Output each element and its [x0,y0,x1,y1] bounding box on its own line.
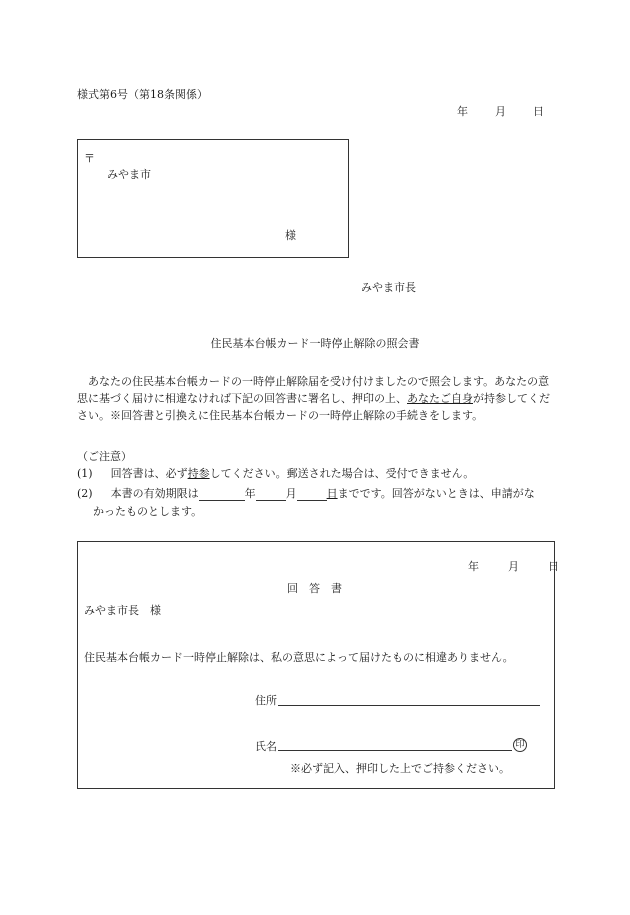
reply-date-month: 月 [508,560,519,573]
name-field[interactable] [278,750,512,751]
reply-title: 回 答 書 [287,582,342,595]
body-paragraph [77,373,553,424]
note-1-emphasis: 持参 [187,467,210,480]
note-2-continuation: かったものとします。 [93,505,203,518]
note-1-text-b: してください。郵送された場合は、受付できません。 [209,467,475,480]
note-1-number: (1) [77,467,93,480]
note-2-month: 月 [285,487,297,500]
note-2-day: 日 [326,487,338,500]
address-box [77,139,349,258]
address-field[interactable] [278,705,540,706]
document-title: 住民基本台帳カード一時停止解除の照会書 [210,337,420,350]
body-text-a: あなたの住民基本台帳カードの一時停止解除届を受け付けましたので照会します。あなたの意思に基づく届けに相違なければ下記の回答書に署名し、押印の上、 [77,375,550,405]
date-year: 年 [457,105,468,118]
form-id: 様式第6号（第18条関係） [77,88,208,101]
date-day: 日 [533,105,544,118]
address-label: 住所 [255,694,277,707]
body-emphasis: あなたご自身 [407,392,473,405]
reply-statement: 住民基本台帳カード一時停止解除は、私の意思によって届けたものに相違ありません。 [84,651,514,664]
reply-date [468,558,559,574]
date-month: 月 [495,105,506,118]
postal-mark: 〒 [84,152,95,165]
issue-date [457,103,544,119]
note-2 [77,485,535,501]
notes-heading: （ご注意） [77,450,132,463]
reply-footnote: ※必ず記入、押印した上でご持参ください。 [290,762,510,775]
note-2-year: 年 [244,487,256,500]
note-1 [77,465,474,481]
addressee-city: みやま市 [107,168,151,181]
sender: みやま市長 [361,281,416,294]
note-2-text-a: 本書の有効期限は [110,487,199,500]
note-2-number: (2) [77,487,93,500]
seal-mark-icon: 印 [513,738,527,752]
reply-addressee: みやま市長 様 [84,604,161,617]
reply-date-day: 日 [548,560,559,573]
note-2-text-b: までです。回答がないときは、申請がな [337,487,535,500]
reply-form-box [77,541,559,789]
note-1-text-a: 回答書は、必ず [110,467,188,480]
name-label: 氏名 [255,740,277,753]
body-text-b: が持参してください。※回答書と引換えに住民基本台帳カードの一時停止解除の手続きをします。 [77,392,550,422]
reply-date-year: 年 [468,560,479,573]
addressee-honorific: 様 [285,229,296,242]
